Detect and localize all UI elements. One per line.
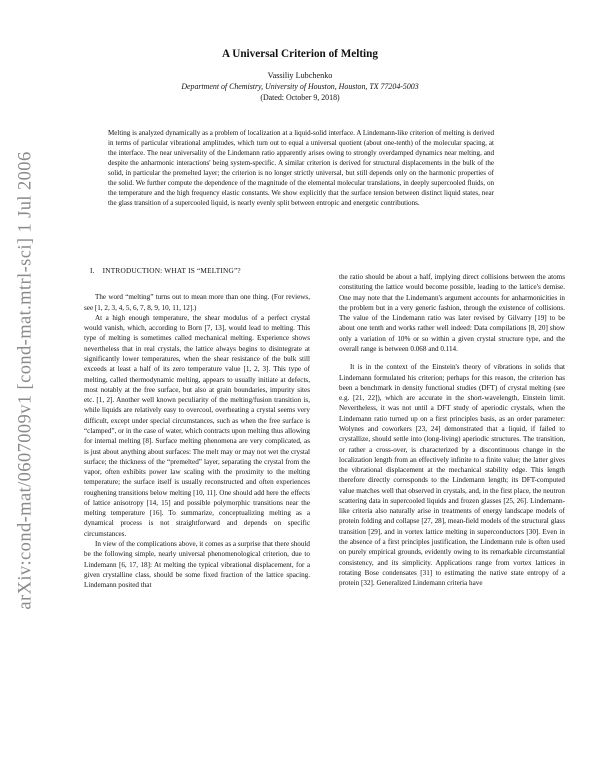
section-title: INTRODUCTION: WHAT IS “MELTING”? [102, 266, 241, 275]
section-heading [90, 266, 310, 276]
abstract: Melting is analyzed dynamically as a problem of localization at a liquid-solid interface. A Lindemann-like criterion of melting is derived in terms of particular vibrational amplitudes, which turn out to equal a universal quotient (about one-tenth) of the molecular spacing, at the interface. The near universality of the Lindemann ratio apparently arises owing to strongly overdamped dynamics near melting, and despite the anharmonic interactions' being system-specific. A similar criterion is derived for structural displacements in the bulk of the solid, in particular the premelted layer; the criterion is no longer strictly universal, but still depends only on the harmonic properties of the solid. We further compute the dependence of the magnitude of the elemental molecular translations, in deeply supercooled fluids, on the temperature and the high frequency elastic constants. We show explicitly that the surface tension between distinct liquid states, near the glass transition of a supercooled liquid, is nearly evenly split between entropic and energetic contributions. [108, 129, 494, 208]
arxiv-id-text: arXiv:cond-mat/0607009v1 [cond-mat.mtrl-sci] 1 Jul 2006 [15, 150, 36, 610]
author-name: Vassiliy Lubchenko [267, 71, 333, 80]
right-column [339, 272, 565, 588]
paper-title: A Universal Criterion of Melting [222, 48, 378, 60]
arxiv-side-identifier [6, 150, 46, 610]
date-line: (Dated: October 9, 2018) [260, 93, 340, 102]
paragraph: The word “melting” turns out to mean more than one thing. (For reviews, see [1, 2, 3, 4, 5, 6, 7, 8, 9, 10, 11, 12].) [84, 293, 310, 312]
paragraph: It is in the context of the Einstein's theory of vibrations in solids that Lindemann formulated his criterion; perhaps for this reason, the criterion has been a benchmark in density functional studies (DFT) of crystal melting (see e.g. [21, 22]), which are accurate in the short-wavelength, Einstein limit. Nevertheless, it was not until a DFT study of aperiodic crystals, when the Lindemann ratio turned up on a first principles basis, as an order parameter: Wolynes and coworkers [23, 24] demonstrated that a liquid, if failed to crystallize, should settle into (long-living) aperiodic structures. The transition, or rather a cross-over, is characterized by a discontinuous change in the localization length from an effectively infinite to a finite value; the latter gives the vibrational displacement at the mechanical stability edge. This length therefore directly corresponds to the Lindemann length; its DFT-computed value matches well that observed in crystals, and, in the first place, the neutron scattering data in supercooled liquids and frozen glasses [25, 26]. Lindemann-like criteria also naturally arise in treatments of energy landscape models of protein folding and collapse [27, 28], mean-field models of the structural glass transition [29], and in vortex lattice melting in superconductors [30]. Even in the absence of a first principles justification, the Lindemann rule is often used on purely empirical grounds, evidently owing to its remarkable circumstantial consistency, and its simplicity. Applications range from vortex lattices in rotating Bose condensates [31] to estimating the native state entropy of a protein [32]. Generalized Lindemann criteria have [339, 363, 565, 588]
section-number: I. [90, 266, 95, 275]
author-affiliation: Department of Chemistry, University of Houston, Houston, TX 77204-5003 [181, 82, 419, 91]
paragraph: the ratio should be about a half, implying direct collisions between the atoms constituting the lattice would become possible, leading to the lattice's demise. One may note that the Lindemann's argument accounts for anharmonicities in the problem but in a very generic fashion, through the existence of collisions. The value of the Lindemann ratio was later revised by Gilvarry [19] to be about one tenth and works rather well indeed: Data compilations [8, 20] show only a variation of 10% or so within a given crystal structure type, and the overall range is between 0.068 and 0.114. [339, 273, 565, 353]
paper-header [80, 48, 520, 102]
left-column [84, 266, 310, 590]
paragraph: At a high enough temperature, the shear modulus of a perfect crystal would vanish, which, according to Born [7, 13], would lead to melting. This type of melting is sometimes called mechanical melting. Experience shows nevertheless that in real crystals, the lattice always begins to disintegrate at significantly lower temperatures, when the shear resistance of the bulk still exceeds at least a half of its zero temperature value [1, 2, 3]. This type of melting, called thermodynamic melting, appears to usually initiate at defects, most notably at the free surface, but also at grain boundaries, impurity sites etc. [1, 2]. Another well known peculiarity of the melting/fusion transition is, while liquids are relatively easy to overcool, overheating a crystal seems very difficult, except under special circumstances, such as when the free surface is “clamped”, or in the case of water, which contracts upon melting thus allowing for internal melting [8]. Surface melting phenomena are very complicated, as is just about anything about surfaces: The melt may or may not wet the crystal surface; the thickness of the “premelted” layer, separating the crystal from the vapor, often exhibits power law scaling with the proximity to the melting temperature; the surface itself is usually reconstructed and often experiences roughening transitions below melting [10, 11]. One should add here the effects of lattice anisotropy [14, 15] and possible polymorphic transitions near the melting temperature [16]. To summarize, conceptualizing melting as a dynamical process is not straightforward and depends on specific circumstances. [84, 313, 310, 538]
paragraph: In view of the complications above, it comes as a surprise that there should be the following simple, nearly universal phenomenological criterion, due to Lindemann [6, 17, 18]: At melting the typical vibrational displacement, for a given crystalline class, should be some fixed fraction of the lattice spacing. Lindemann posited that [84, 540, 310, 590]
